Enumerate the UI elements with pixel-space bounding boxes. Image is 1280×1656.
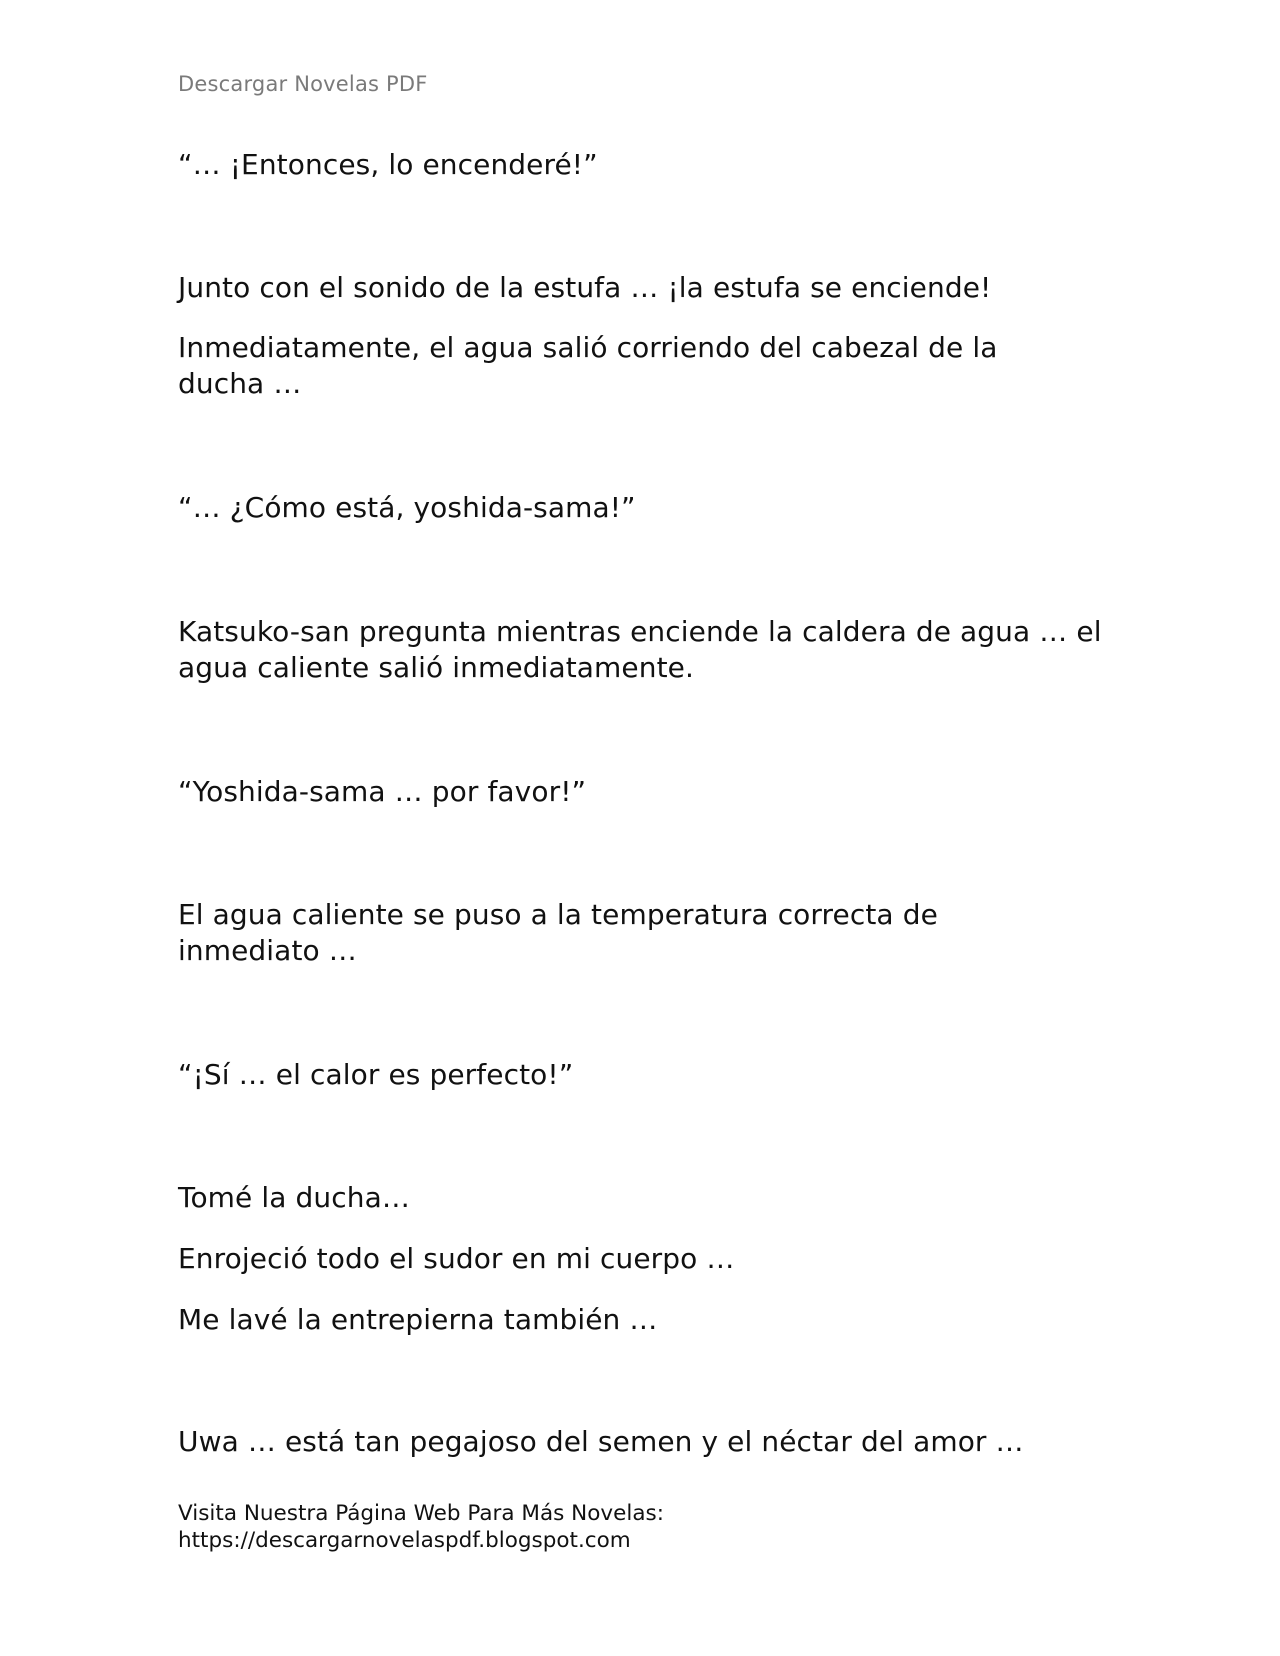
paragraph-1: “… ¡Entonces, lo encenderé!” (178, 148, 598, 181)
paragraph-2: Junto con el sonido de la estufa … ¡la estufa se enciende! (178, 271, 992, 304)
paragraph-4: “… ¿Cómo está, yoshida-sama!” (178, 491, 636, 524)
paragraph-3: Inmediatamente, el agua salió corriendo del cabezal de la ducha … (178, 331, 998, 400)
paragraph-9: Tomé la ducha… (178, 1181, 410, 1214)
paragraph-7: El agua caliente se puso a la temperatura correcta de inmediato … (178, 898, 938, 967)
page-header: Descargar Novelas PDF (178, 72, 428, 96)
paragraph-11: Me lavé la entrepierna también … (178, 1303, 658, 1336)
paragraph-6: “Yoshida-sama … por favor!” (178, 775, 587, 808)
paragraph-8: “¡Sí … el calor es perfecto!” (178, 1058, 574, 1091)
paragraph-5: Katsuko-san pregunta mientras enciende la caldera de agua … el agua caliente salió inmediatamente. (178, 615, 1102, 684)
paragraph-10: Enrojeció todo el sudor en mi cuerpo … (178, 1242, 735, 1275)
footer-promo-text: Visita Nuestra Página Web Para Más Novelas: (178, 1501, 664, 1526)
page-footer (178, 1500, 664, 1554)
paragraph-12: Uwa … está tan pegajoso del semen y el néctar del amor … (178, 1425, 1024, 1458)
footer-website-link[interactable]: https://descargarnovelaspdf.blogspot.com (178, 1528, 631, 1553)
